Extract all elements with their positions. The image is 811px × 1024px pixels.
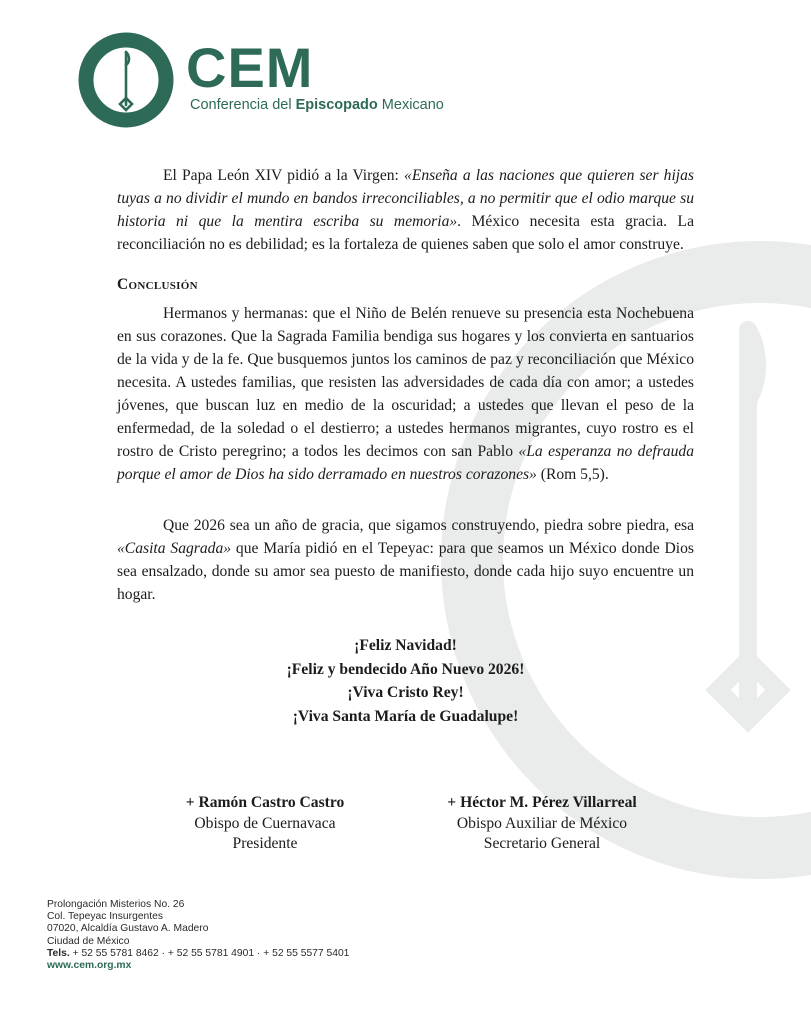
signer-title: Presidente <box>232 835 298 852</box>
paragraph-new-year: Que 2026 sea un año de gracia, que sigamos construyendo, piedra sobre piedra, esa «Casita Sagrada» que María pidió en el Tepeyac: para que seamos un México donde Dios sea ensalzado, donde su amor sea puesto de manifiesto, donde cada hijo suyo encuentre un hogar. <box>117 517 694 603</box>
section-heading: Conclusión <box>117 276 198 293</box>
paragraph-conclusion: Hermanos y hermanas: que el Niño de Belén renueve su presencia esta Nochebuena en sus corazones. Que la Sagrada Familia bendiga sus hogares y los convierta en santuarios de la vida y de la fe. Que busquemos juntos los caminos de paz y reconciliación que México necesita. A ustedes familias, que resisten las adversidades de cada día con amor; a ustedes jóvenes, que buscan luz en medio de la oscuridad; a ustedes que llevan el peso de la enfermedad, de la soledad o el destierro; a ustedes hermanos migrantes, cuyo rostro es el rostro de Cristo peregrino; a todos les decimos con san Pablo «La esperanza no defrauda porque el amor de Dios ha sido derramado en nuestros corazones» (Rom 5,5). <box>117 305 694 483</box>
footer-phones: Tels. + 52 55 5781 8462 · + 52 55 5781 4901 · + 52 55 5577 5401 <box>47 947 350 959</box>
signature-president <box>115 793 415 855</box>
signature-secretary <box>392 793 692 855</box>
brand-subtitle: Conferencia del Episcopado Mexicano <box>190 97 444 113</box>
brand-title: CEM <box>186 36 314 99</box>
casita-quote: «Casita Sagrada» <box>117 540 232 557</box>
footer-address: Prolongación Misterios No. 26 Col. Tepeyac Insurgentes 07020, Alcaldía Gustavo A. Madero Ciudad de México Tels. + 52 55 5781 8462 · + 52 55 5781 4901 · + 52 55 5577 5401 www.cem.org.mx <box>47 899 350 972</box>
signer-role: Obispo Auxiliar de México <box>456 814 628 832</box>
signer-name: + Héctor M. Pérez Villarreal <box>447 794 637 811</box>
closing-line: ¡Viva Cristo Rey! <box>347 684 464 701</box>
paragraph-intro: El Papa León XIV pidió a la Virgen: «Enseña a las naciones que quieren ser hijas tuyas a no dividir el mundo en bandos irreconciliables, a no permitir que el odio marque su historia ni que la mentira escriba su memoria». México necesita esta gracia. La reconciliación no es debilidad; es la fortaleza de quienes saben que solo el amor construye. <box>117 167 695 253</box>
closing-line: ¡Feliz Navidad! <box>354 637 457 654</box>
closing-line: ¡Viva Santa María de Guadalupe! <box>292 707 519 725</box>
signer-role: Obispo de Cuernavaca <box>194 814 336 832</box>
signer-title: Secretario General <box>483 835 601 852</box>
signer-name: + Ramón Castro Castro <box>185 794 345 811</box>
closing-line: ¡Feliz y bendecido Año Nuevo 2026! <box>286 660 525 678</box>
footer-website[interactable]: www.cem.org.mx <box>47 960 132 972</box>
scripture-quote: «La esperanza no defrauda porque el amor de Dios ha sido derramado en nuestros corazones» <box>117 443 694 483</box>
cem-logo-icon <box>78 30 178 130</box>
closing-greetings <box>117 634 694 728</box>
pope-quote: «Enseña a las naciones que quieren ser hijas tuyas a no dividir el mundo en bandos irreconciliables, a no permitir que el odio marque su historia ni que la mentira escriba su memoria» <box>117 167 695 230</box>
